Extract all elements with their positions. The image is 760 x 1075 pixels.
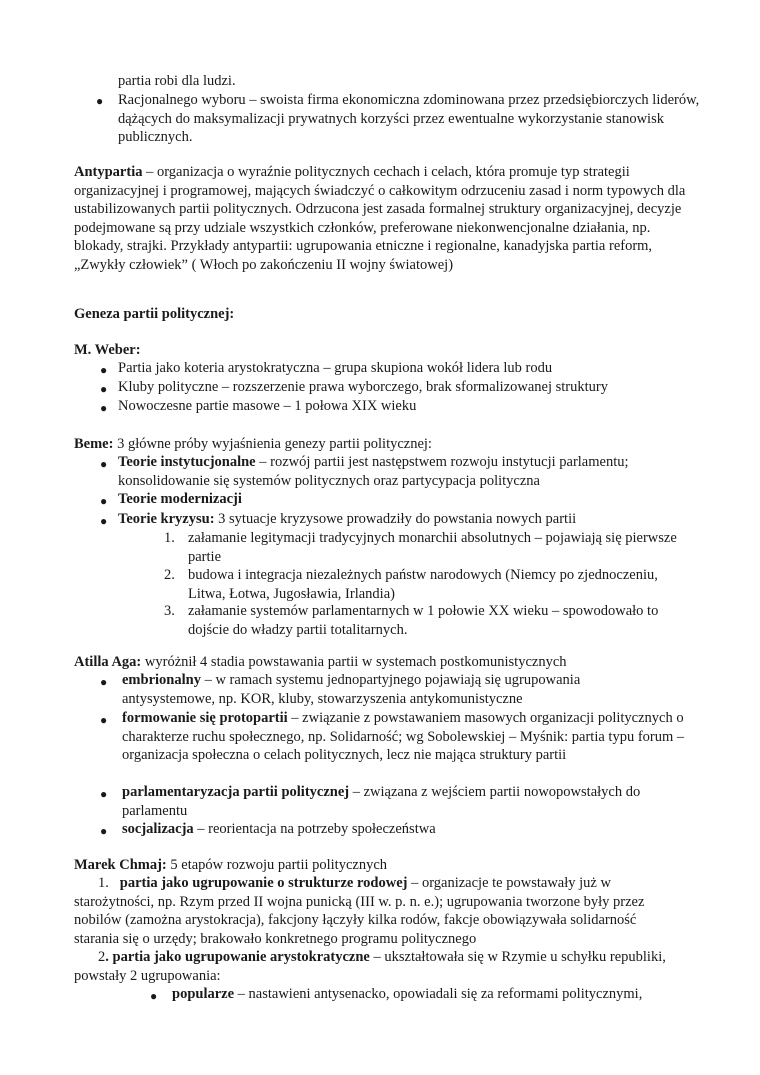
bullet-icon: ● bbox=[100, 401, 108, 415]
chmaj-paragraph: Marek Chmaj: 5 etapów rozwoju partii politycznych bbox=[74, 857, 388, 873]
chmaj-stage-2: 2. partia jako ugrupowanie arystokratyczne – ukształtowała się w Rzymie u schyłku republiki, powstały 2 ugrupowania: bbox=[74, 949, 666, 984]
bullet-icon: ● bbox=[100, 457, 108, 471]
bullet-icon: ● bbox=[100, 514, 108, 528]
bullet-icon: ● bbox=[100, 382, 108, 396]
weber-item: Partia jako koteria arystokratyczna – grupa skupiona wokół lidera lub rodu bbox=[118, 360, 553, 376]
aga-item: embrionalny – w ramach systemu jednopartyjnego pojawiają się ugrupowania antysystemowe, np. KOR, kluby, stowarzyszenia antykomunistyczne bbox=[122, 672, 581, 707]
bullet-icon: ● bbox=[100, 824, 108, 838]
beme-item-crisis: Teorie kryzysu: 3 sytuacje kryzysowe prowadziły do powstania nowych partii bbox=[118, 511, 577, 527]
beme-item-institutional: Teorie instytucjonalne – rozwój partii jest następstwem rozwoju instytucji parlamentu; konsolidowanie się systemów politycznych oraz partycypacja polityczna bbox=[118, 454, 629, 489]
aga-item: formowanie się protopartii – związanie z powstawaniem masowych organizacji politycznych o charakterze ruchu społecznego, np. Solidarność; wg Sobolewskiej – Myśnik: partia typu forum – organizacja społeczna o celach politycznych, lecz nie mająca struktury partii bbox=[122, 710, 685, 763]
list-number: 3. bbox=[164, 603, 175, 619]
bullet-icon: ● bbox=[100, 675, 108, 689]
beme-item-modernization: Teorie modernizacji bbox=[118, 491, 242, 507]
weber-item: Nowoczesne partie masowe – 1 połowa XIX wieku bbox=[118, 398, 417, 414]
paragraph-antipartia: Antypartia – organizacja o wyraźnie politycznych cechach i celach, która promuje typ strategii organizacyjnej i programowej, mających świadczyć o całkowitym odrzuceniu zasad i norm typowych dla ustabilizowanych partii politycznych. Odrzucona jest zasada formalnej struktury organizacyjnej, decyzje podejmowane są przy udziale wszystkich członków, preferowane niekonwencjonalne działania, np. blokady, strajki. Przykłady antypartii: ugrupowania etniczne i regionalne, kanadyjska partia reform, „Zwykły człowiek” ( Włoch po zakończeniu II wojny światowej) bbox=[74, 164, 686, 273]
crisis-item: załamanie legitymacji tradycyjnych monarchii absolutnych – pojawiają się pierwsze partie bbox=[188, 530, 677, 565]
list-item-continuation: partia robi dla ludzi. bbox=[118, 73, 236, 89]
bullet-icon: ● bbox=[100, 494, 108, 508]
bullet-icon: ● bbox=[100, 363, 108, 377]
list-item-rational-choice: Racjonalnego wyboru – swoista firma ekonomiczna zdominowana przez przedsiębiorczych liderów, dążących do maksymalizacji prywatnych korzyści przez ewentualne wykorzystanie stanowisk publicznych. bbox=[118, 92, 700, 145]
weber-heading: M. Weber: bbox=[74, 342, 141, 358]
aga-paragraph: Atilla Aga: wyróżnił 4 stadia powstawania partii w systemach postkomunistycznych bbox=[74, 654, 567, 670]
bullet-icon: ● bbox=[150, 989, 158, 1003]
beme-paragraph: Beme: 3 główne próby wyjaśnienia genezy partii politycznej: bbox=[74, 436, 432, 452]
list-number: 2. bbox=[164, 567, 175, 583]
chmaj-populares: popularze – nastawieni antysenacko, opowiadali się za reformami politycznymi, bbox=[172, 986, 643, 1002]
aga-item: socjalizacja – reorientacja na potrzeby społeczeństwa bbox=[122, 821, 436, 837]
bullet-icon: ● bbox=[100, 787, 108, 801]
crisis-item: załamanie systemów parlamentarnych w 1 połowie XX wieku – spowodowało to dojście do władzy partii totalitarnych. bbox=[188, 603, 659, 638]
bullet-icon: ● bbox=[96, 94, 104, 108]
list-number: 1. bbox=[164, 530, 175, 546]
bullet-icon: ● bbox=[100, 713, 108, 727]
chmaj-stage-1: 1. partia jako ugrupowanie o strukturze rodowej – organizacje te powstawały już w starożytności, np. Rzym przed II wojna punicką (III w. p. n. e.); ugrupowania tworzone były przez nobilów (zamożna arystokracja), fakcjony łączyły kilka rodów, fakcje obowiązywała solidarność starania się o urzędy; brakowało konkretnego programu politycznego bbox=[74, 875, 645, 947]
section-heading-geneza: Geneza partii politycznej: bbox=[74, 306, 235, 322]
weber-item: Kluby polityczne – rozszerzenie prawa wyborczego, brak sformalizowanej struktury bbox=[118, 379, 608, 395]
crisis-item: budowa i integracja niezależnych państw narodowych (Niemcy po zjednoczeniu, Litwa, Łotwa, Jugosławia, Irlandia) bbox=[188, 567, 658, 602]
aga-item: parlamentaryzacja partii politycznej – związana z wejściem partii nowopowstałych do parlamentu bbox=[122, 784, 641, 819]
